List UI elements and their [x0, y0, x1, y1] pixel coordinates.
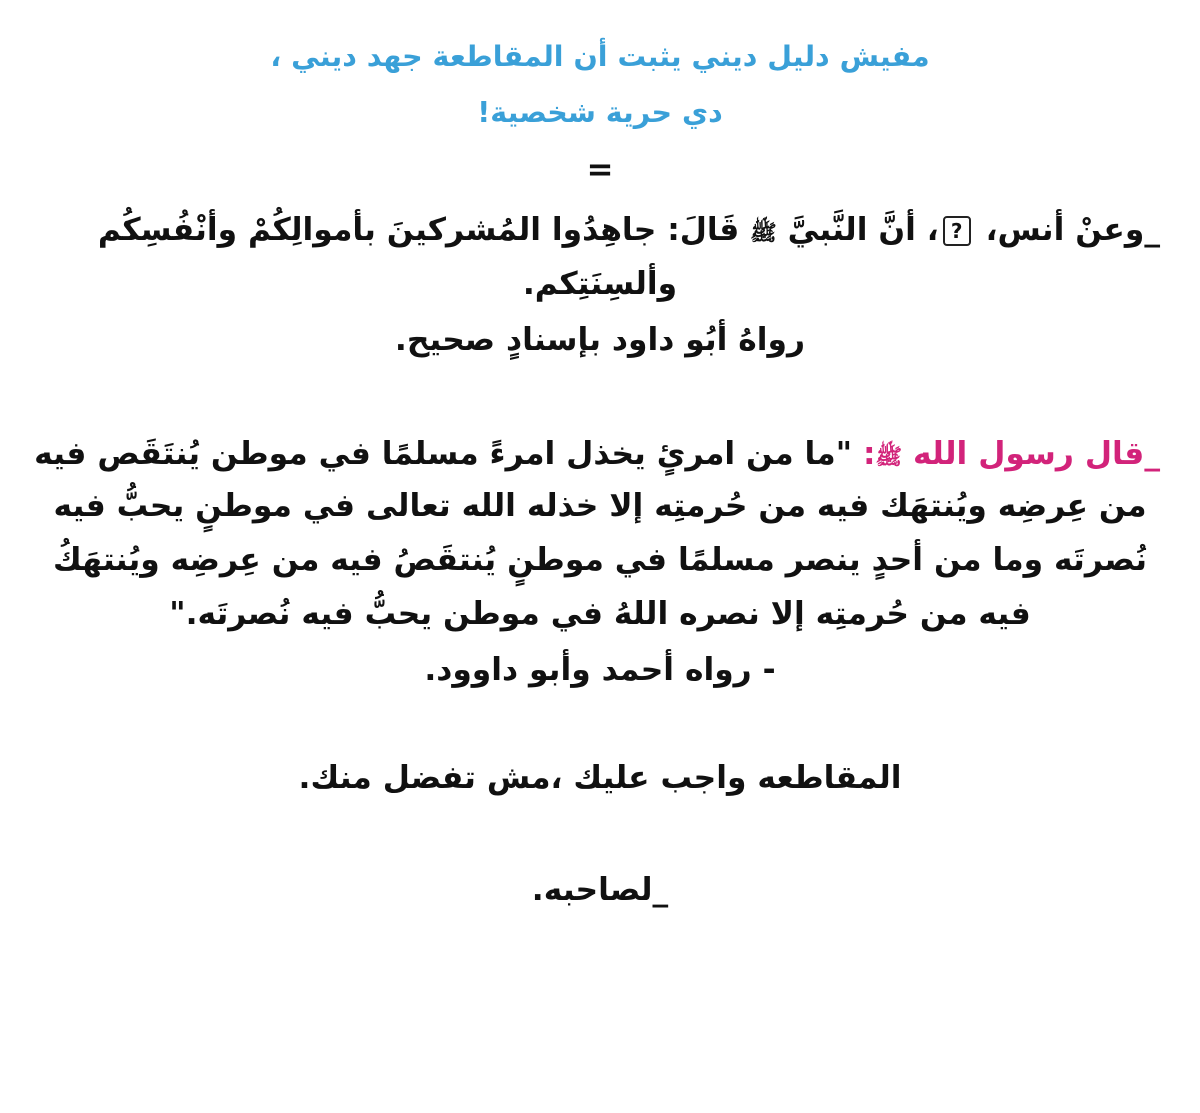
hadith1-rest: قَالَ: جاهِدُوا المُشركينَ بأموالِكُمْ وأنْفُسِكُم: [97, 212, 751, 248]
hadith2-colon: :: [852, 436, 876, 472]
conclusion: المقاطعه واجب عليك ،مش تفضل منك.: [298, 760, 902, 796]
signature: _لصاحبه.: [531, 872, 669, 908]
hadith2-source: - رواه أحمد وأبو داوود.: [424, 652, 776, 688]
hadith2-line-4: فيه من حُرمتِه إلا نصره اللهُ في موطن يحبُّ فيه نُصرتَه.": [169, 596, 1031, 632]
hadith1-middle: ، أنَّ النَّبيَّ: [776, 212, 939, 248]
salawat-glyph: ﷺ: [750, 221, 777, 246]
hadith1-source: رواهُ أبُو داود بإسنادٍ صحيح.: [394, 322, 806, 358]
heading-line-2: دي حرية شخصية!: [477, 96, 723, 129]
hadith2-line-1-text: "ما من امرئٍ يخذل امرءً مسلمًا في موطن يُنتَقَص فيه: [34, 436, 853, 472]
hadith2-label: _قال رسول الله: [902, 436, 1160, 472]
separator: =: [586, 150, 614, 188]
hadith2-line-1: [0, 436, 1160, 475]
hadith1-line-2: وألسِنَتِكم.: [522, 266, 678, 302]
heading-line-1: مفيش دليل ديني يثبت أن المقاطعة جهد ديني ،: [270, 40, 930, 73]
hadith1-line-1: [0, 212, 1160, 251]
hadith2-line-3: نُصرتَه وما من أحدٍ ينصر مسلمًا في موطنٍ يُنتقَصُ فيه من عِرضِه ويُنتهَكُ: [53, 542, 1147, 578]
hadith2-line-2: من عِرضِه ويُنتهَك فيه من حُرمتِه إلا خذله الله تعالى في موطنٍ يحبُّ فيه: [53, 488, 1147, 524]
hadith1-prefix: _وعنْ أنس،: [974, 212, 1160, 248]
hadith2-salawat-glyph: ﷺ: [875, 445, 903, 470]
unknown-glyph-icon: ?: [943, 216, 971, 246]
